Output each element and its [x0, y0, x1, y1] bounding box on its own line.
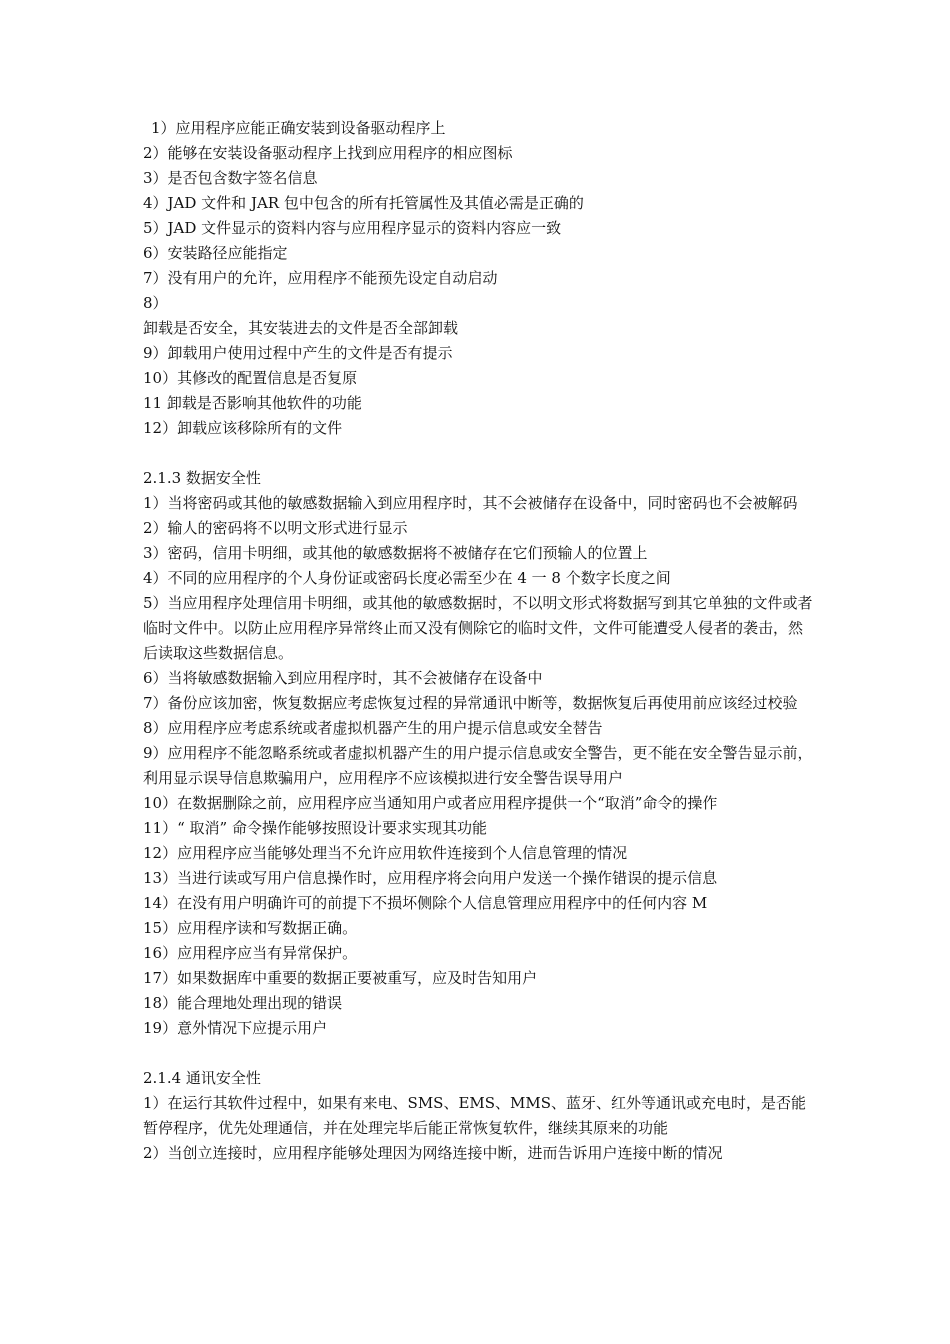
- list-item: 11）“ 取消” 命令操作能够按照设计要求实现其功能: [143, 819, 487, 837]
- section-heading: 2.1.3 数据安全性: [143, 469, 261, 487]
- data-security-section: [143, 466, 813, 1041]
- list-item: 2）当创立连接时，应用程序能够处理因为网络连接中断，进而告诉用户连接中断的情况: [143, 1144, 723, 1162]
- list-item: 18）能合理地处理出现的错误: [143, 994, 343, 1012]
- list-item: 17）如果数据库中重要的数据正要被重写，应及时告知用户: [143, 969, 538, 987]
- list-item: 11 卸载是否影响其他软件的功能: [143, 394, 362, 412]
- list-item: 7）没有用户的允许，应用程序不能预先设定自动启动: [143, 269, 498, 287]
- list-item: 10）在数据删除之前，应用程序应当通知用户或者应用程序提供一个“取消”命令的操作: [143, 794, 718, 812]
- list-item: 15）应用程序读和写数据正确。: [143, 919, 358, 937]
- list-item: 9）卸载用户使用过程中产生的文件是否有提示: [143, 344, 453, 362]
- section-heading: 2.1.4 通讯安全性: [143, 1069, 261, 1087]
- list-item: 5）JAD 文件显示的资料内容与应用程序显示的资料内容应一致: [143, 219, 562, 237]
- communication-security-section: [143, 1066, 813, 1166]
- list-item: 4）不同的应用程序的个人身份证或密码长度必需至少在 4 一 8 个数字长度之间: [143, 569, 671, 587]
- list-item: 10）其修改的配置信息是否复原: [143, 369, 358, 387]
- list-item: 5）当应用程序处理信用卡明细，或其他的敏感数据时，不以明文形式将数据写到其它单独的文件或者临时文件中。以防止应用程序异常终止而又没有侧除它的临时文件，文件可能遭受人侵者的袭击，然后读取这些数据信息。: [143, 594, 813, 662]
- install-uninstall-list: [143, 116, 813, 441]
- list-item: 4）JAD 文件和 JAR 包中包含的所有托管属性及其值必需是正确的: [143, 194, 584, 212]
- list-item: 19）意外情况下应提示用户: [143, 1019, 328, 1037]
- list-item: 1）应用程序应能正确安装到设备驱动程序上: [151, 119, 446, 137]
- list-item: 1）在运行其软件过程中，如果有来电、SMS、EMS、MMS、蓝牙、红外等通讯或充电时，是否能暂停程序，优先处理通信，并在处理完毕后能正常恢复软件，继续其原来的功能: [143, 1094, 807, 1137]
- list-item: 13）当进行读或写用户信息操作时，应用程序将会向用户发送一个操作错误的提示信息: [143, 869, 718, 887]
- document-body: [143, 116, 813, 1166]
- list-item: 7）备份应该加密，恢复数据应考虑恢复过程的异常通讯中断等，数据恢复后再使用前应该经过校验: [143, 694, 798, 712]
- list-item: 8）应用程序应考虑系统或者虚拟机器产生的用户提示信息或安全替告: [143, 719, 603, 737]
- list-item: 2）能够在安装设备驱动程序上找到应用程序的相应图标: [143, 144, 513, 162]
- list-item: 2）输人的密码将不以明文形式进行显示: [143, 519, 408, 537]
- list-item: 6）当将敏感数据输入到应用程序时，其不会被储存在设备中: [143, 669, 543, 687]
- list-item: 1）当将密码或其他的敏感数据输入到应用程序时，其不会被储存在设备中，同时密码也不会被解码: [143, 494, 798, 512]
- list-item: 8）: [143, 294, 168, 312]
- list-item: 6）安装路径应能指定: [143, 244, 288, 262]
- list-item: 14）在没有用户明确许可的前提下不损坏侧除个人信息管理应用程序中的任何内容 M: [143, 894, 708, 912]
- list-item: 3）密码，信用卡明细，或其他的敏感数据将不被储存在它们预输人的位置上: [143, 544, 648, 562]
- list-item: 12）卸载应该移除所有的文件: [143, 419, 343, 437]
- list-item: 16）应用程序应当有异常保护。: [143, 944, 358, 962]
- list-item: 卸载是否安全，其安装进去的文件是否全部卸载: [143, 319, 459, 337]
- section-spacer: [143, 441, 813, 466]
- section-spacer: [143, 1041, 813, 1066]
- list-item: 3）是否包含数字签名信息: [143, 169, 318, 187]
- list-item: 12）应用程序应当能够处理当不允许应用软件连接到个人信息管理的情况: [143, 844, 628, 862]
- list-item: 9）应用程序不能忽略系统或者虚拟机器产生的用户提示信息或安全警告，更不能在安全警告显示前，利用显示误导信息欺骗用户，应用程序不应该模拟进行安全警告误导用户: [143, 744, 813, 787]
